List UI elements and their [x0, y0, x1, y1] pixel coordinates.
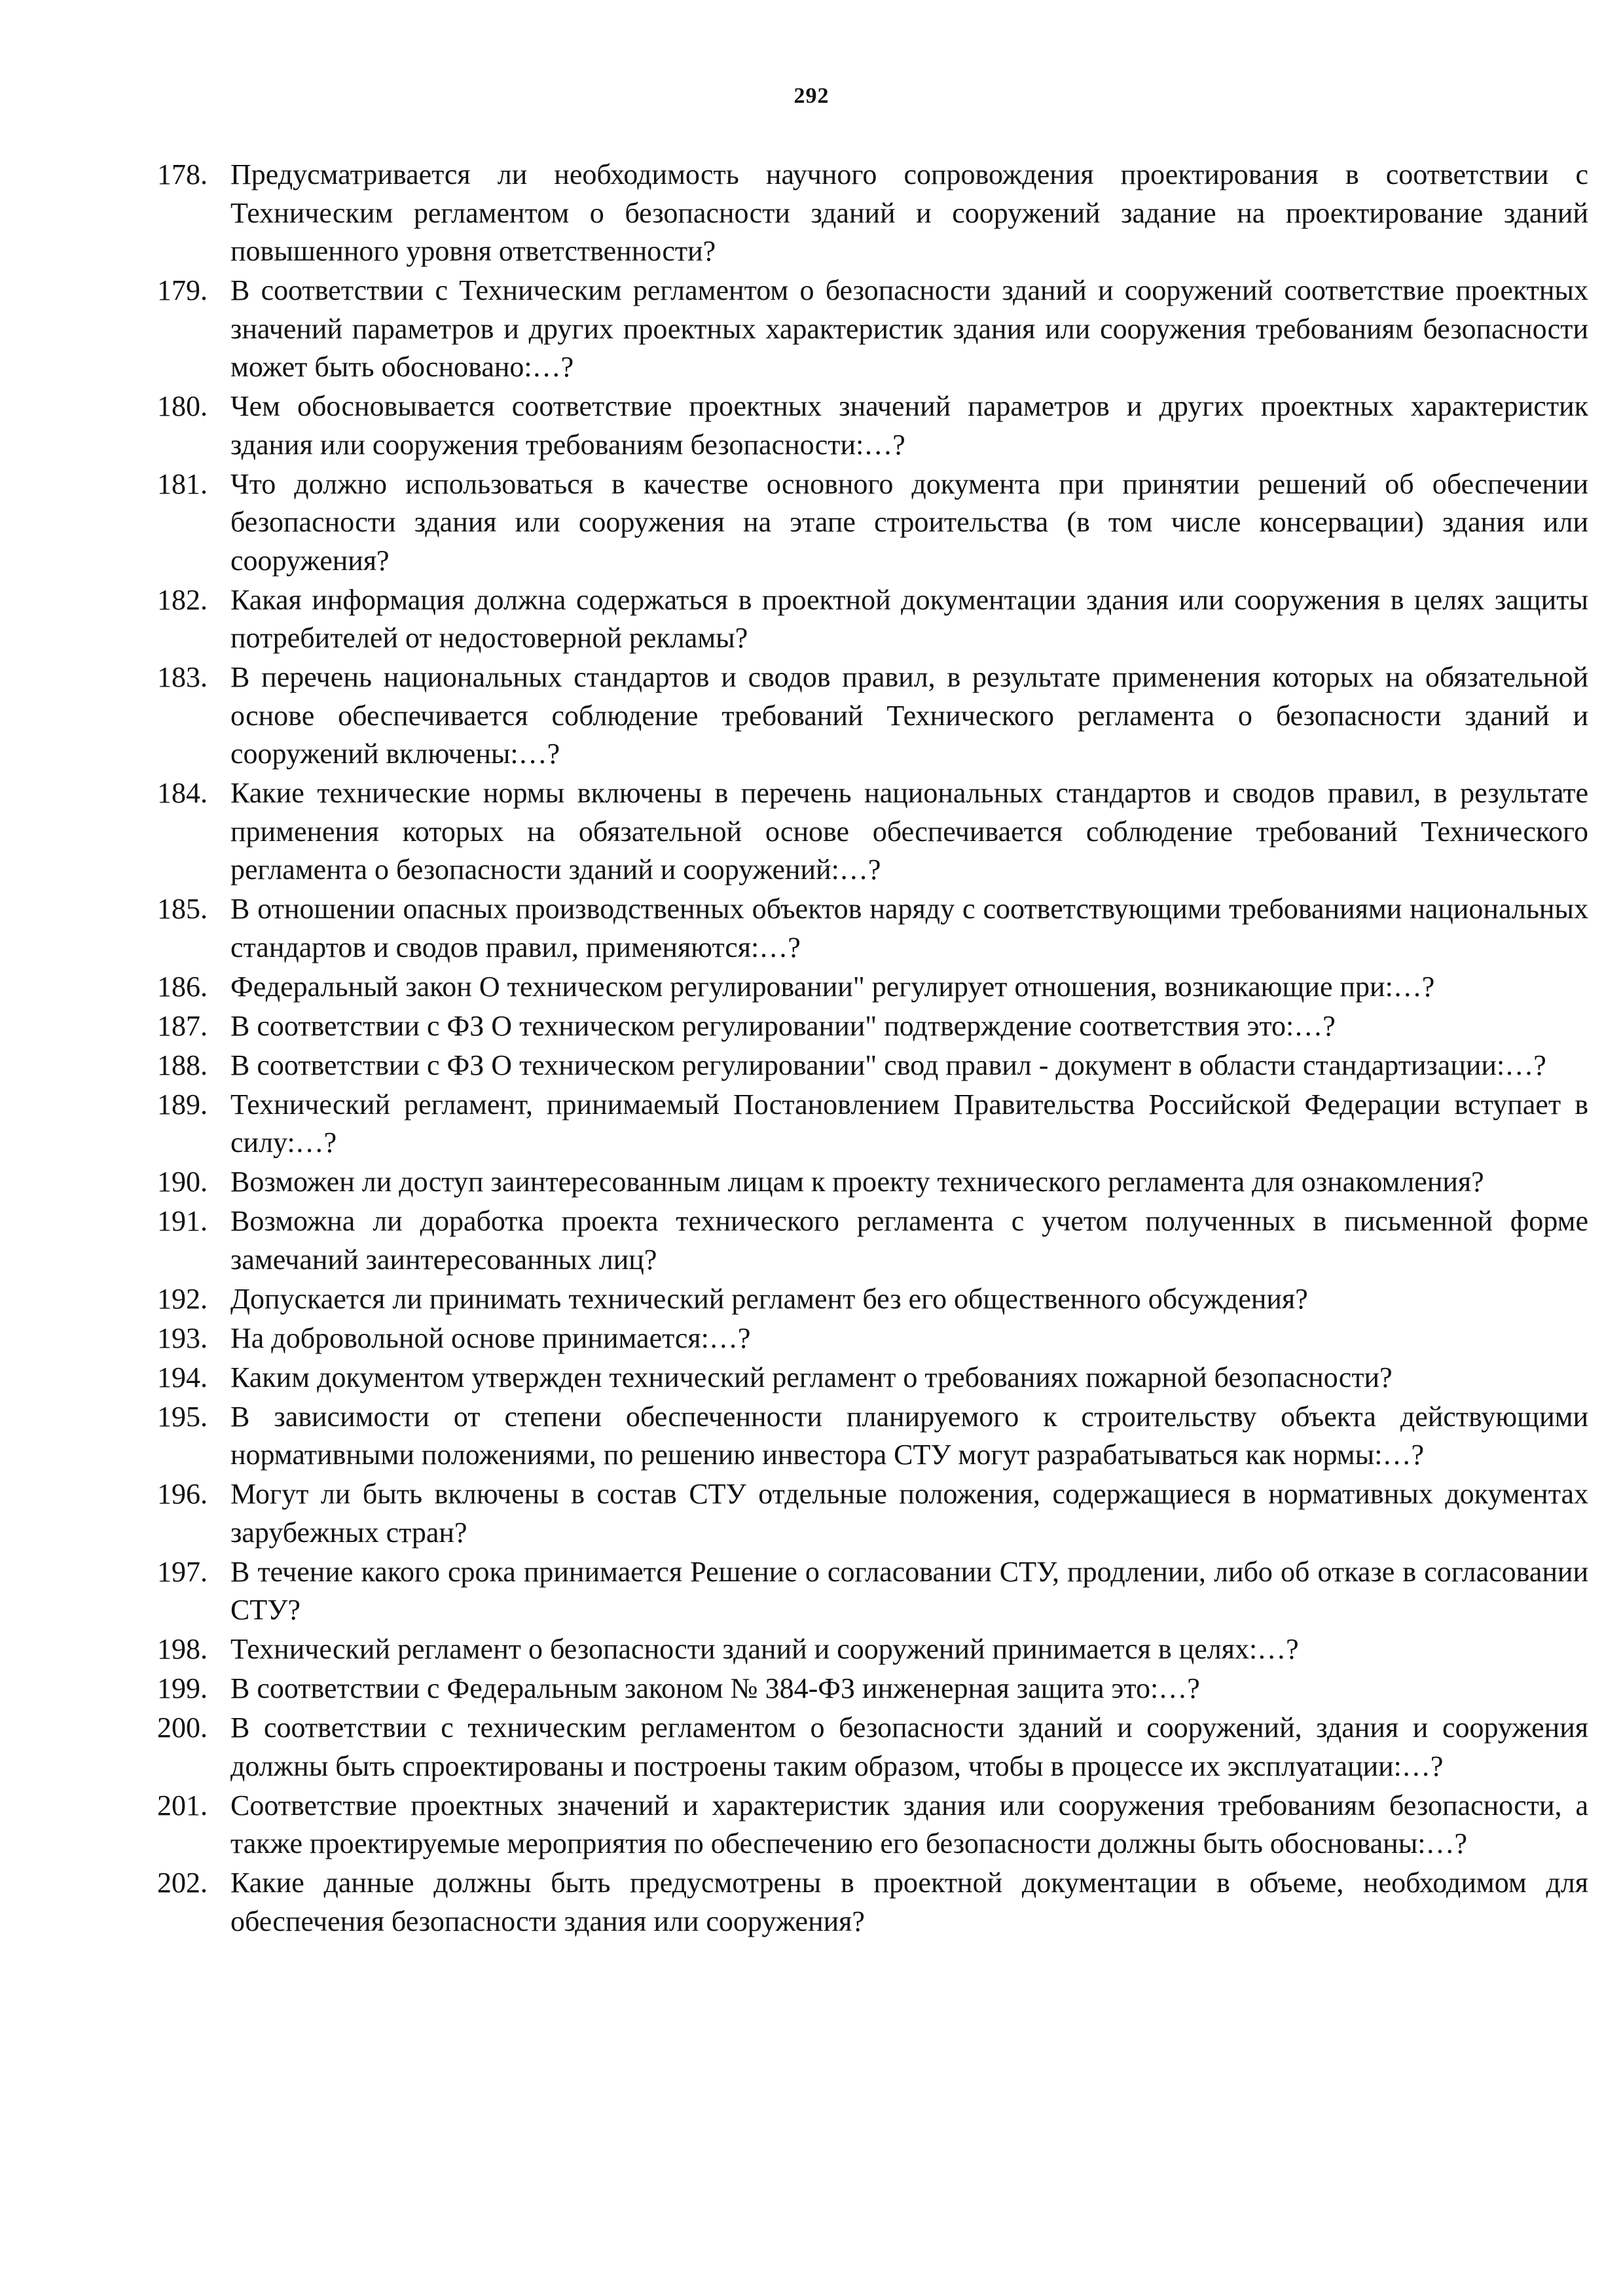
question-text: Допускается ли принимать технический регламент без его общественного обсуждения? [230, 1282, 1308, 1315]
question-number: 196. [157, 1478, 208, 1510]
list-item [157, 1787, 1588, 1863]
list-item [157, 658, 1588, 774]
question-text: В соответствии с Техническим регламентом о безопасности зданий и сооружений соответствие проектных значений параметров и других проектных характеристик здания или сооружения требованиям безопасности может быть обосновано:…? [230, 274, 1588, 383]
list-item [157, 1630, 1588, 1669]
list-item [157, 1319, 1588, 1358]
list-item [157, 465, 1588, 581]
question-number: 188. [157, 1049, 208, 1081]
question-number: 178. [157, 158, 208, 190]
list-item [157, 1007, 1588, 1046]
question-number: 193. [157, 1321, 208, 1354]
list-item [157, 774, 1588, 889]
question-text: Возможна ли доработка проекта технического регламента с учетом полученных в письменной форме замечаний заинтересованных лиц? [230, 1205, 1588, 1276]
question-number: 191. [157, 1205, 208, 1237]
list-item [157, 968, 1588, 1007]
list-item [157, 1864, 1588, 1941]
list-item [157, 1475, 1588, 1552]
question-text: Технический регламент о безопасности зданий и сооружений принимается в целях:…? [230, 1633, 1299, 1665]
question-number: 183. [157, 661, 208, 693]
page-number: 292 [793, 84, 830, 108]
question-number: 199. [157, 1672, 208, 1704]
question-number: 190. [157, 1166, 208, 1198]
question-number: 189. [157, 1088, 208, 1121]
question-number: 197. [157, 1555, 208, 1588]
question-number: 195. [157, 1400, 208, 1433]
question-text: В соответствии с Федеральным законом № 384-ФЗ инженерная защита это:…? [230, 1672, 1200, 1704]
question-text: Каким документом утвержден технический регламент о требованиях пожарной безопасности? [230, 1361, 1393, 1393]
list-item [157, 581, 1588, 658]
list-item [157, 1047, 1588, 1085]
question-number: 186. [157, 970, 208, 1003]
question-text: В перечень национальных стандартов и сводов правил, в результате применения которых на обязательной основе обеспечивается соблюдение требований Технического регламента о безопасности зданий и сооружений включены:…? [230, 661, 1588, 770]
question-text: Соответствие проектных значений и характеристик здания или сооружения требованиям безопасности, а также проектируемые мероприятия по обеспечению его безопасности должны быть обоснованы:…? [230, 1789, 1588, 1859]
list-item [157, 387, 1588, 464]
list-item [157, 156, 1588, 271]
list-item [157, 1163, 1588, 1202]
list-item [157, 1553, 1588, 1630]
question-text: На добровольной основе принимается:…? [230, 1321, 751, 1354]
list-item [157, 1359, 1588, 1397]
question-text: Какие технические нормы включены в перечень национальных стандартов и сводов правил, в результате применения которых на обязательной основе обеспечивается соблюдение требований Технического регламента о безопасности зданий и сооружений:…? [230, 777, 1588, 886]
question-number: 187. [157, 1009, 208, 1042]
question-number: 200. [157, 1712, 208, 1744]
list-item [157, 1202, 1588, 1279]
list-item [157, 890, 1588, 967]
question-number: 179. [157, 274, 208, 306]
question-text: Предусматривается ли необходимость научного сопровождения проектирования в соответствии с Техническим регламентом о безопасности зданий и сооружений задание на проектирование зданий повышенного уровня ответственности? [230, 158, 1588, 267]
question-text: В соответствии с ФЗ О техническом регулировании" свод правил - документ в области стандартизации:…? [230, 1049, 1546, 1081]
question-text: Какие данные должны быть предусмотрены в проектной документации в объеме, необходимом для обеспечения безопасности здания или сооружения? [230, 1867, 1588, 1937]
question-number: 185. [157, 893, 208, 925]
list-item [157, 1280, 1588, 1319]
question-text: В отношении опасных производственных объектов наряду с соответствующими требованиями национальных стандартов и сводов правил, применяются:…? [230, 893, 1588, 963]
question-text: В соответствии с ФЗ О техническом регулировании" подтверждение соответствия это:…? [230, 1009, 1336, 1042]
question-text: В течение какого срока принимается Решение о согласовании СТУ, продлении, либо об отказе в согласовании СТУ? [230, 1555, 1588, 1626]
question-text: В зависимости от степени обеспеченности планируемого к строительству объекта действующими нормативными положениями, по решению инвестора СТУ могут разрабатываться как нормы:…? [230, 1400, 1588, 1471]
list-item [157, 1398, 1588, 1475]
question-text: Могут ли быть включены в состав СТУ отдельные положения, содержащиеся в нормативных документах зарубежных стран? [230, 1478, 1588, 1549]
question-text: Технический регламент, принимаемый Постановлением Правительства Российской Федерации вступает в силу:…? [230, 1088, 1588, 1158]
question-number: 198. [157, 1633, 208, 1665]
question-list [157, 156, 1588, 1942]
question-number: 181. [157, 467, 208, 500]
question-text: Возможен ли доступ заинтересованным лицам к проекту технического регламента для ознакомления? [230, 1166, 1484, 1198]
question-number: 192. [157, 1282, 208, 1315]
question-text: Какая информация должна содержаться в проектной документации здания или сооружения в целях защиты потребителей от недостоверной рекламы? [230, 583, 1588, 654]
question-text: В соответствии с техническим регламентом о безопасности зданий и сооружений, здания и сооружения должны быть спроектированы и построены таким образом, чтобы в процессе их эксплуатации:…? [230, 1712, 1588, 1782]
list-item [157, 272, 1588, 387]
list-item [157, 1086, 1588, 1162]
question-number: 201. [157, 1789, 208, 1821]
question-text: Федеральный закон О техническом регулировании" регулирует отношения, возникающие при:…? [230, 970, 1435, 1003]
question-text: Что должно использоваться в качестве основного документа при принятии решений об обеспечении безопасности здания или сооружения на этапе строительства (в том числе консервации) здания или сооружения? [230, 467, 1588, 577]
list-item [157, 1709, 1588, 1785]
question-number: 194. [157, 1361, 208, 1393]
question-number: 182. [157, 583, 208, 616]
question-number: 180. [157, 390, 208, 422]
question-number: 184. [157, 777, 208, 809]
list-item [157, 1670, 1588, 1708]
question-number: 202. [157, 1867, 208, 1899]
question-text: Чем обосновывается соответствие проектных значений параметров и других проектных характеристик здания или сооружения требованиям безопасности:…? [230, 390, 1588, 461]
